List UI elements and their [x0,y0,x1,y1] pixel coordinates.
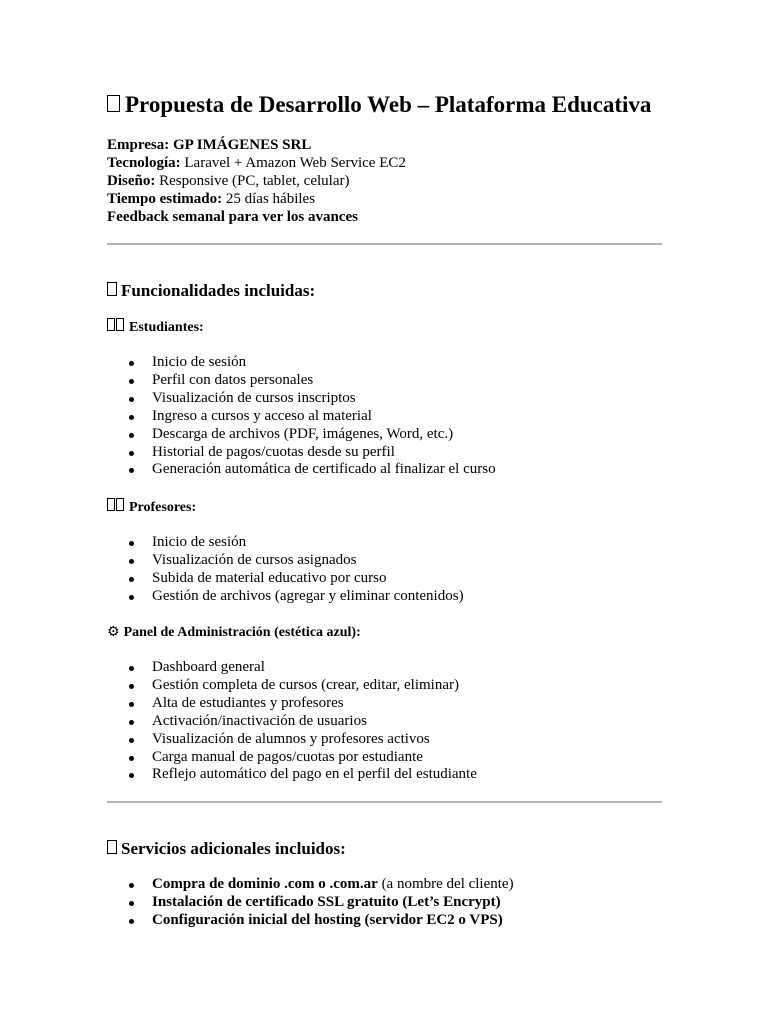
section-divider [107,801,662,803]
list-item: Subida de material educativo por curso [107,570,464,588]
list-item: Historial de pagos/cuotas desde su perfil [107,444,496,462]
document-title [107,90,651,120]
list-item: Visualización de cursos inscriptos [107,390,496,408]
admin-list [107,659,477,784]
list-item: Perfil con datos personales [107,372,496,390]
list-item [107,912,514,930]
meta-time-label: Tiempo estimado: [107,191,223,207]
list-item: Visualización de cursos asignados [107,552,464,570]
services-heading-text: Servicios adicionales incluidos: [121,839,346,858]
meta-time-value: 25 días hábiles [225,191,316,207]
students-heading-text: Estudiantes: [129,320,204,335]
meta-time [107,190,406,208]
service-domain-label: Compra de dominio .com o .com.ar [152,876,378,892]
meta-technology-label: Tecnología: [107,155,181,171]
admin-heading [107,623,361,642]
missing-emoji-icon [107,282,117,296]
service-ssl-label: Instalación de certificado SSL gratuito (Let’s Encrypt) [152,893,501,910]
meta-technology-value: Laravel + Amazon Web Service EC2 [184,155,406,171]
meta-design-label: Diseño: [107,173,156,189]
missing-emoji-icon [107,498,115,511]
meta-feedback [107,208,406,226]
missing-emoji-icon [116,498,124,511]
section-divider [107,243,662,245]
list-item [107,876,514,894]
meta-company-value: GP IMÁGENES SRL [172,137,312,153]
meta-design [107,172,406,190]
list-item: Reflejo automático del pago en el perfil del estudiante [107,766,477,784]
missing-emoji-icon [107,840,117,854]
admin-heading-text: Panel de Administración (estética azul): [123,625,361,640]
students-heading [107,318,204,337]
students-list [107,354,496,479]
list-item: Carga manual de pagos/cuotas por estudiante [107,749,477,767]
services-heading [107,838,346,860]
missing-emoji-icon [107,318,115,331]
services-list [107,876,514,930]
teachers-list [107,534,464,606]
document-title-text: Propuesta de Desarrollo Web – Plataforma Educativa [125,92,652,117]
list-item: Ingreso a cursos y acceso al material [107,408,496,426]
meta-company [107,136,406,154]
missing-emoji-icon [107,95,120,112]
list-item: Inicio de sesión [107,354,496,372]
meta-company-label: Empresa: [107,137,170,153]
teachers-heading [107,498,196,517]
service-domain-note: (a nombre del cliente) [381,876,514,892]
list-item [107,894,514,912]
list-item: Inicio de sesión [107,534,464,552]
list-item: Alta de estudiantes y profesores [107,695,477,713]
teachers-heading-text: Profesores: [129,500,197,515]
list-item: Activación/inactivación de usuarios [107,713,477,731]
missing-emoji-icon [116,318,124,331]
list-item: Visualización de alumnos y profesores activos [107,731,477,749]
meta-design-value: Responsive (PC, tablet, celular) [159,173,350,189]
gear-icon: ⚙ [107,624,120,640]
list-item: Generación automática de certificado al finalizar el curso [107,461,496,479]
features-heading-text: Funcionalidades incluidas: [121,281,316,300]
list-item: Gestión completa de cursos (crear, editar, eliminar) [107,677,477,695]
features-heading [107,280,315,302]
meta-feedback-text: Feedback semanal para ver los avances [107,209,358,225]
list-item: Descarga de archivos (PDF, imágenes, Word, etc.) [107,426,496,444]
service-hosting-label: Configuración inicial del hosting (servidor EC2 o VPS) [152,911,503,928]
list-item: Gestión de archivos (agregar y eliminar contenidos) [107,588,464,606]
list-item: Dashboard general [107,659,477,677]
project-meta [107,136,406,226]
meta-technology [107,154,406,172]
